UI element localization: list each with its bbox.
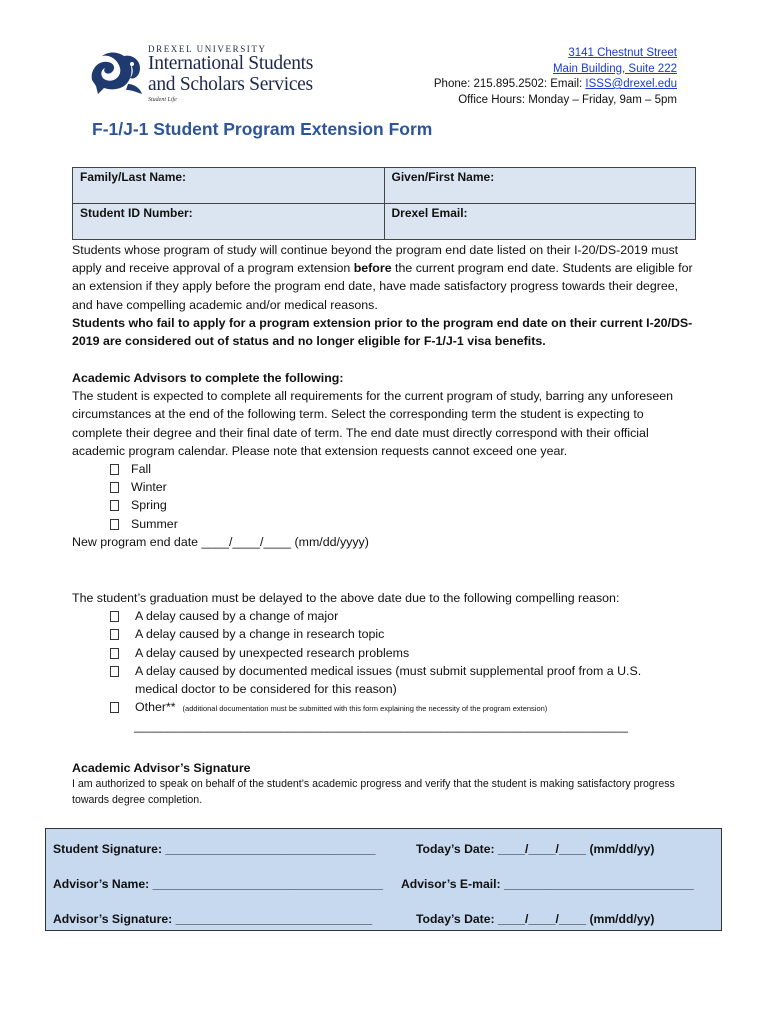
- intro-bold: before: [353, 261, 392, 276]
- checkbox-icon[interactable]: [110, 666, 119, 677]
- new-end-date-field[interactable]: New program end date ____/____/____ (mm/dd/yyyy): [72, 534, 369, 549]
- other-note: (additional documentation must be submitted with this form explaining the necessity of the program extension): [182, 704, 548, 714]
- tagline: Student Life: [148, 97, 177, 103]
- checkbox-icon[interactable]: [110, 500, 119, 511]
- advisor-email-field[interactable]: Advisor’s E-mail: ____________________________: [401, 877, 694, 891]
- term-label: Winter: [131, 480, 167, 495]
- intro-paragraph: [72, 241, 696, 314]
- advisor-name-row: [53, 877, 694, 891]
- term-checkbox-spring[interactable]: [72, 496, 696, 514]
- reason-checkbox-research-topic[interactable]: [72, 625, 696, 643]
- status-warning: Students who fail to apply for a program extension prior to the program end date on their current I-20/DS-2019 are considered out of status and no longer eligible for F-1/J-1 visa benefits.: [72, 315, 693, 349]
- reason-section: [72, 589, 696, 734]
- reason-checkbox-medical[interactable]: [72, 662, 696, 698]
- student-signature-field[interactable]: Student Signature: _______________________________: [53, 842, 376, 856]
- intro-end: the current program end date. Students are eligible for an extension if they apply before the program end date, have made satisfactory progress towards their degree, and have compelling academic and/or medical reasons.: [72, 261, 693, 312]
- checkbox-icon[interactable]: [110, 648, 119, 659]
- signature-box: [45, 828, 722, 931]
- advisor-signature-statement: I am authorized to speak on behalf of the student’s academic progress and verify that the student is making satisfactory progress towards degree completion.: [72, 778, 675, 806]
- advisor-signature-field[interactable]: Advisor’s Signature: _____________________________: [53, 912, 373, 926]
- form-title: F-1/J-1 Student Program Extension Form: [92, 119, 433, 139]
- other-label: Other**: [135, 700, 176, 715]
- family-name-field[interactable]: Family/Last Name:: [73, 168, 385, 204]
- phone-text: Phone: 215.895.2502: Email:: [433, 78, 586, 90]
- term-checkbox-summer[interactable]: [72, 515, 696, 533]
- phone-email: [434, 77, 677, 93]
- reason-label: A delay caused by documented medical issues (must submit supplemental proof from a U.S. medical doctor to be considered for this reason): [135, 663, 642, 697]
- student-signature-row: [53, 842, 655, 856]
- reason-label: A delay caused by a change in research topic: [135, 627, 385, 642]
- term-label: Summer: [131, 516, 178, 531]
- intro-text: [72, 241, 696, 350]
- org-name-line2: and Scholars Services: [148, 74, 313, 95]
- term-checkbox-fall[interactable]: [72, 460, 696, 478]
- checkbox-icon[interactable]: [110, 702, 119, 713]
- advisor-section: [72, 369, 696, 551]
- reason-label: A delay caused by unexpected research problems: [135, 645, 410, 660]
- given-name-field[interactable]: Given/First Name:: [384, 168, 696, 204]
- address-line2-link[interactable]: Main Building, Suite 222: [552, 62, 677, 75]
- term-label: Fall: [131, 462, 151, 477]
- student-id-field[interactable]: Student ID Number:: [73, 204, 385, 240]
- student-info-table: [72, 167, 696, 240]
- todays-date-field-1[interactable]: Today’s Date: ____/____/____ (mm/dd/yy): [416, 842, 655, 856]
- term-checkbox-winter[interactable]: [72, 478, 696, 496]
- reason-checkbox-major[interactable]: [72, 607, 696, 625]
- intro-start: Students whose program of study will continue beyond the program end date listed on their I-20/DS-2019 must apply and receive approval of a program extension: [72, 243, 679, 276]
- office-hours: Office Hours: Monday – Friday, 9am – 5pm: [458, 93, 677, 106]
- drexel-email-field[interactable]: Drexel Email:: [384, 204, 696, 240]
- org-name-line1: International Students: [148, 53, 314, 74]
- contact-block: [434, 46, 677, 108]
- checkbox-icon[interactable]: [110, 482, 119, 493]
- advisor-heading: Academic Advisors to complete the following:: [72, 371, 344, 385]
- reason-intro: The student’s graduation must be delayed to the above date due to the following compelling reason:: [72, 591, 620, 605]
- other-explanation-line[interactable]: __________________________________________________________________________: [134, 719, 628, 734]
- reason-checkbox-research-problems[interactable]: [72, 644, 696, 662]
- advisor-name-field[interactable]: Advisor’s Name: __________________________________: [53, 877, 384, 891]
- checkbox-icon[interactable]: [110, 519, 119, 530]
- reason-checkbox-other[interactable]: [72, 698, 696, 718]
- checkbox-icon[interactable]: [110, 464, 119, 475]
- advisor-signature-heading: Academic Advisor’s Signature: [72, 761, 251, 775]
- dragon-icon: [88, 50, 144, 96]
- checkbox-icon[interactable]: [110, 629, 119, 640]
- address-line1-link[interactable]: 3141 Chestnut Street: [568, 47, 677, 59]
- checkbox-icon[interactable]: [110, 611, 119, 622]
- isss-logo: [88, 44, 348, 106]
- email-link[interactable]: ISSS@drexel.edu: [585, 78, 677, 90]
- reason-label: A delay caused by a change of major: [135, 609, 339, 624]
- advisor-signature-section: [72, 759, 696, 808]
- term-label: Spring: [131, 498, 167, 513]
- university-name: DREXEL UNIVERSITY: [148, 44, 267, 54]
- advisor-body: The student is expected to complete all requirements for the current program of study, barring any unforeseen circumstances at the end of the following term. Select the corresponding term the student is expecting to complete their degree and their final date of term. The end date must directly correspond with their official academic program calendar. Please note that extension requests cannot exceed one year.: [72, 389, 674, 458]
- advisor-signature-row: [53, 912, 655, 926]
- todays-date-field-2[interactable]: Today’s Date: ____/____/____ (mm/dd/yy): [416, 912, 655, 926]
